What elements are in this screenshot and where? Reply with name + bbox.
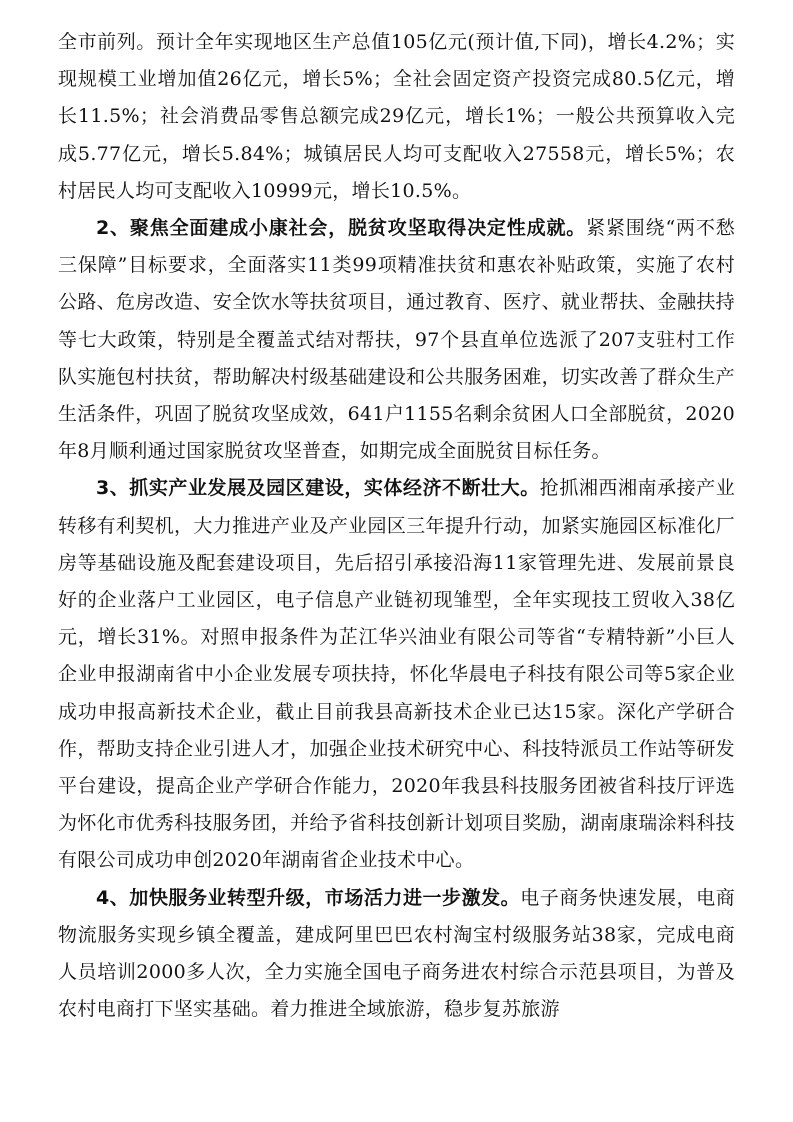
paragraph-industry-development <box>58 470 735 879</box>
paragraph-service-industry <box>58 880 735 1029</box>
paragraph-heading: 4、加快服务业转型升级，市场活力进一步激发。 <box>96 886 521 909</box>
paragraph-economic-summary <box>58 24 735 210</box>
document-page <box>58 24 735 1028</box>
paragraph-text: 全市前列。预计全年实现地区生产总值105亿元(预计值,下同)，增长4.2%；实现规模工业增加值26亿元，增长5%；全社会固定资产投资完成80.5亿元，增长11.5%；社会消费品零售总额完成29亿元，增长1%；一般公共预算收入完成5.77亿元，增长5.84%；城镇居民人均可支配收入27558元，增长5%；农村居民人均可支配收入10999元，增长10.5%。 <box>58 31 735 202</box>
paragraph-text: 紧紧围绕“两不愁三保障”目标要求，全面落实11类99项精准扶贫和惠农补贴政策，实施了农村公路、危房改造、安全饮水等扶贫项目，通过教育、医疗、就业帮扶、金融扶持等七大政策，特别是全覆盖式结对帮扶，97个县直单位选派了207支驻村工作队实施包村扶贫，帮助解决村级基础建设和公共服务困难，切实改善了群众生产生活条件，巩固了脱贫攻坚成效，641户1155名剩余贫困人口全部脱贫，2020年8月顺利通过国家脱贫攻坚普查，如期完成全面脱贫目标任务。 <box>58 217 735 463</box>
paragraph-text: 抢抓湘西湘南承接产业转移有利契机，大力推进产业及产业园区三年提升行动，加紧实施园区标准化厂房等基础设施及配套建设项目，先后招引承接沿海11家管理先进、发展前景良好的企业落户工业园区，电子信息产业链初现雏型，全年实现技工贸收入38亿元，增长31%。对照申报条件为芷江华兴油业有限公司等省“专精特新”小巨人企业申报湖南省中小企业发展专项扶持，怀化华晨电子科技有限公司等5家企业成功申报高新技术企业，截止目前我县高新技术企业已达15家。深化产学研合作，帮助支持企业引进人才，加强企业技术研究中心、科技特派员工作站等研发平台建设，提高企业产学研合作能力，2020年我县科技服务团被省科技厅评选为怀化市优秀科技服务团，并给予省科技创新计划项目奖励，湖南康瑞涂料科技有限公司成功申创2020年湖南省企业技术中心。 <box>58 477 735 872</box>
paragraph-heading: 3、抓实产业发展及园区建设，实体经济不断壮大。 <box>96 477 540 500</box>
paragraph-poverty-alleviation <box>58 210 735 470</box>
paragraph-heading: 2、聚焦全面建成小康社会，脱贫攻坚取得决定性成就。 <box>96 217 587 240</box>
paragraph-text: 电子商务快速发展，电商物流服务实现乡镇全覆盖，建成阿里巴巴农村淘宝村级服务站38家，完成电商人员培训2000多人次，全力实施全国电子商务进农村综合示范县项目，为普及农村电商打下坚实基础。着力推进全域旅游，稳步复苏旅游 <box>58 886 735 1021</box>
